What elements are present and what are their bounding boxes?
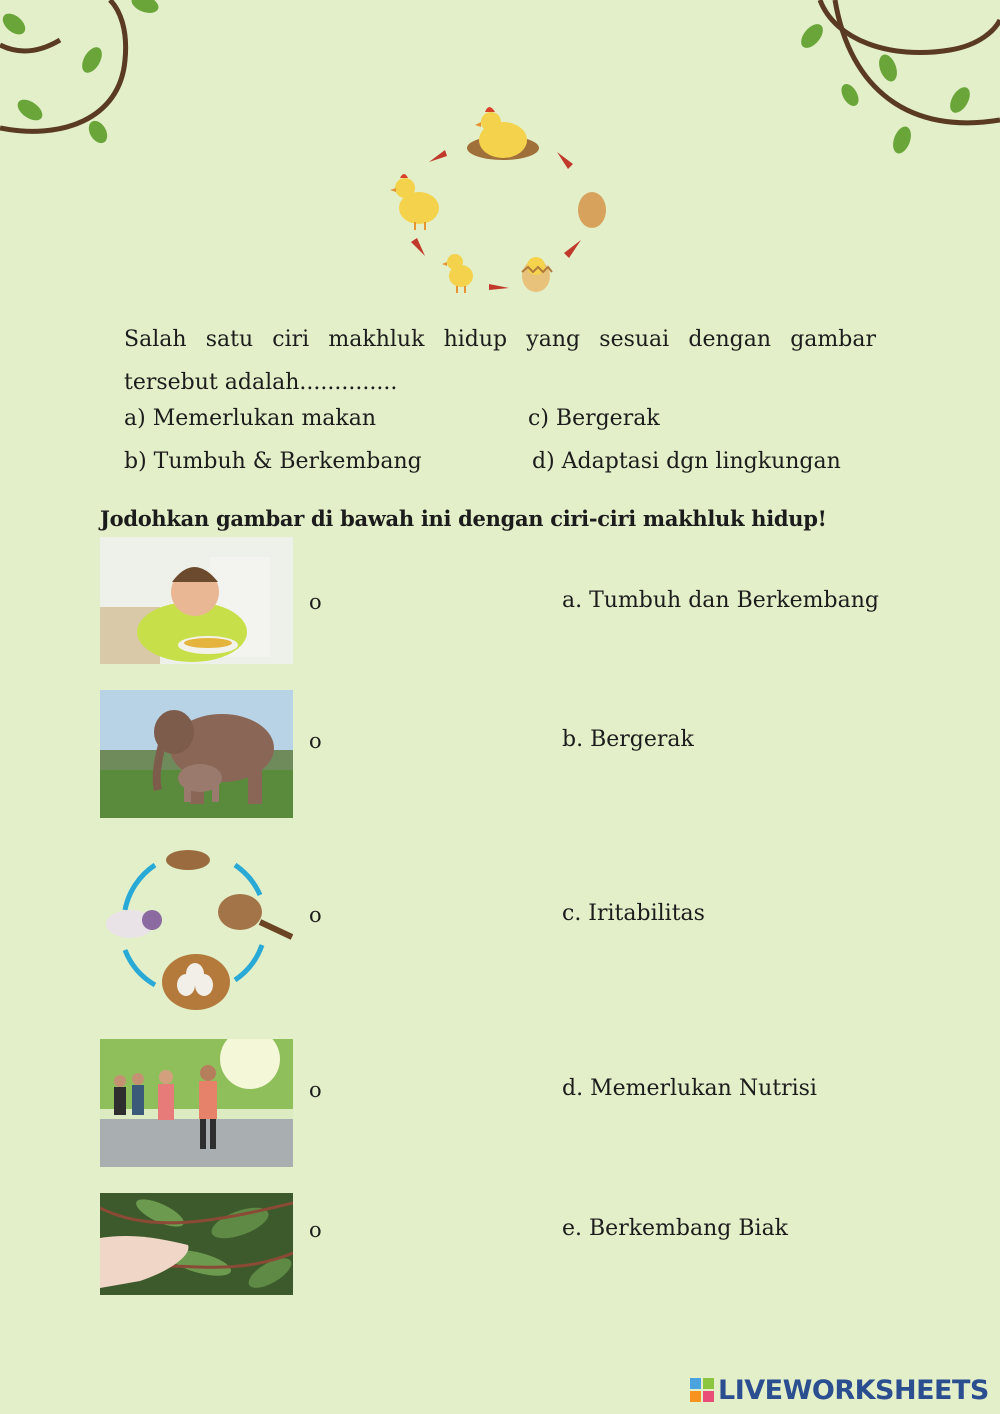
match-dot-4[interactable]: o — [309, 1078, 322, 1102]
option-a: a) Memerlukan makan — [124, 406, 377, 431]
option-c: c) Bergerak — [528, 406, 660, 431]
answer-e: e. Berkembang Biak — [562, 1216, 789, 1241]
people-running-image — [100, 1039, 293, 1167]
match-dot-3[interactable]: o — [309, 903, 322, 927]
young-chicken-icon — [390, 174, 439, 230]
matching-heading: Jodohkan gambar di bawah ini dengan ciri-ciri makhluk hidup! — [100, 506, 827, 531]
elephants-image — [100, 690, 293, 818]
baby-eating-image — [100, 537, 293, 664]
answer-b: b. Bergerak — [562, 727, 694, 752]
chicken-life-cycle-illustration — [385, 90, 615, 305]
touching-plant-image — [100, 1193, 293, 1295]
match-dot-1[interactable]: o — [309, 590, 322, 614]
egg-icon — [578, 192, 606, 228]
liveworksheets-grid-icon — [690, 1378, 714, 1402]
cycle-arrows — [411, 150, 581, 290]
option-b: b) Tumbuh & Berkembang — [124, 449, 422, 474]
answer-d: d. Memerlukan Nutrisi — [562, 1076, 817, 1101]
hatching-chick-icon — [522, 257, 552, 292]
match-dot-2[interactable]: o — [309, 729, 322, 753]
match-dot-5[interactable]: o — [309, 1218, 322, 1242]
hen-in-nest-icon — [467, 107, 539, 160]
liveworksheets-brand: LIVEWORKSHEETS — [718, 1374, 989, 1406]
option-d: d) Adaptasi dgn lingkungan — [532, 449, 841, 474]
vine-top-right-decoration — [790, 0, 1000, 170]
answer-a: a. Tumbuh dan Berkembang — [562, 588, 879, 613]
vine-top-left-decoration — [0, 0, 170, 160]
question-text: Salah satu ciri makhluk hidup yang sesuai dengan gambar tersebut adalah.............. — [124, 327, 876, 395]
sparrow-life-cycle-image — [100, 840, 293, 1015]
chick-icon — [442, 254, 473, 293]
liveworksheets-logo — [690, 1372, 989, 1408]
answer-c: c. Iritabilitas — [562, 901, 705, 926]
